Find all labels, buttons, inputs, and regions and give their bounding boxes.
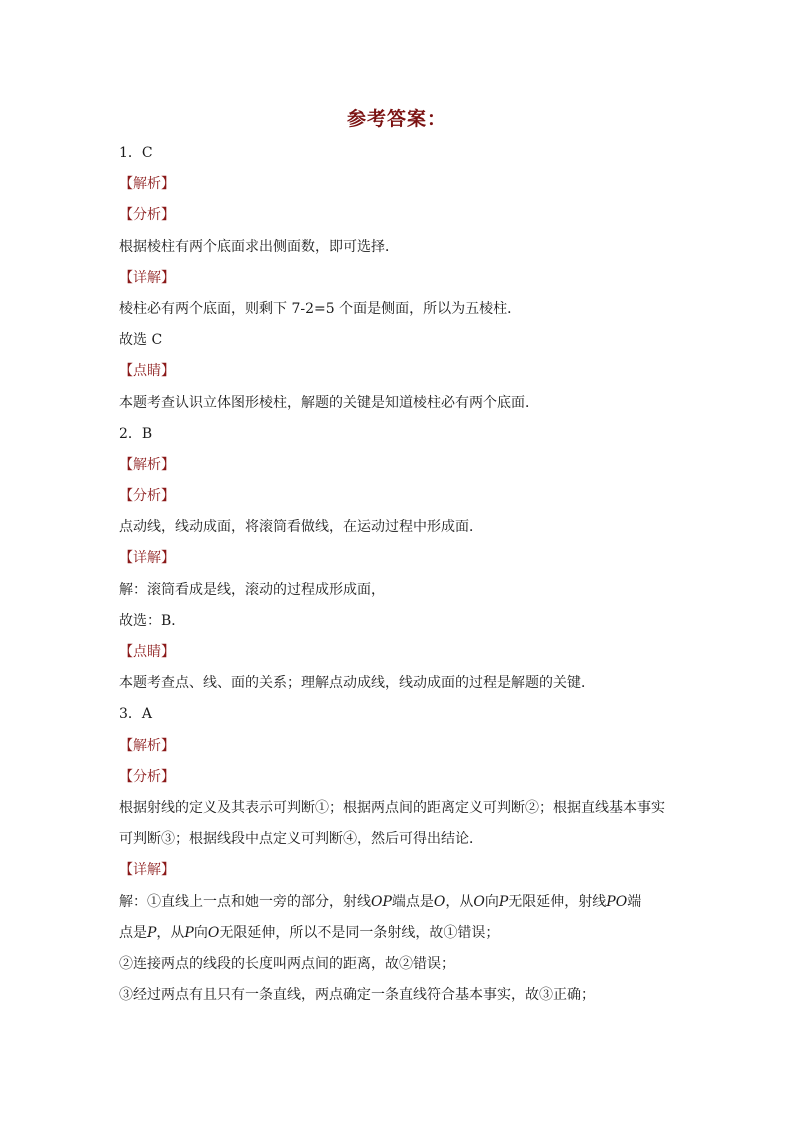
ray-op: OP [371,893,392,910]
q1-heading: 1．C [119,145,153,161]
text: 端点是 [391,893,434,910]
q1-xiangjie-label: 【详解】 [119,269,175,286]
text: 解：①直线上一点和她一旁的部分，射线 [119,893,371,910]
text: 无限延伸，所以不是同一条射线，故①错误； [219,924,500,941]
q2-xiangjie-label: 【详解】 [119,550,175,567]
text: 向 [484,893,499,910]
q2-fenxi-label: 【分析】 [119,488,175,505]
q1-comment: 本题考查认识立体图形棱柱，解题的关键是知道棱柱必有两个底面． [119,394,539,411]
q2-detail: 解：滚筒看成是线，滚动的过程成形成面， [119,581,385,598]
q1-detail: 棱柱必有两个底面，则剩下 7-2=5 个面是侧面，所以为五棱柱． [119,300,522,317]
q2-dianjing-label: 【点睛】 [119,644,175,660]
q1-fenxi-label: 【分析】 [119,207,175,224]
q3-analysis-line-1: 根据射线的定义及其表示可判断①；根据两点间的距离定义可判断②；根据直线基本事实 [119,799,665,816]
q2-comment: 本题考查点、线、面的关系；理解点动成线，线动成面的过程是解题的关键． [119,675,595,692]
point-o: O [207,924,220,941]
q3-detail-line-3: ②连接两点的线段的长度叫两点间的距离，故②错误； [119,955,455,972]
text: 无限延伸，射线 [508,893,607,910]
page-title: 参考答案： [346,108,447,130]
q3-detail-line-4: ③经过两点有且只有一条直线，两点确定一条直线符合基本事实，故③正确； [119,987,595,1004]
q3-xiangjie-label: 【详解】 [119,862,175,879]
point-o: O [433,893,446,910]
text: 向 [193,924,208,941]
q3-detail-line-2 [119,922,694,953]
text: ，从 [156,924,185,941]
point-p: P [184,924,194,941]
ray-po: PO [606,893,628,910]
q2-analysis: 点动线，线动成面，将滚筒看做线，在运动过程中形成面． [119,519,483,536]
point-o: O [473,893,485,910]
q3-fenxi-label: 【分析】 [119,768,175,785]
point-p: P [147,924,157,941]
text: 点是 [119,924,147,941]
q3-detail-line-1 [119,891,694,922]
q3-heading: 3．A [119,706,153,723]
q2-answer: 故选：B． [119,612,186,629]
q2-heading: 2．B [119,425,153,442]
text: 端 [627,893,642,910]
q3-jiexi-label: 【解析】 [119,737,175,754]
q1-answer: 故选 C [119,332,163,349]
answer-content [119,142,694,1015]
point-p: P [498,893,509,910]
text: ，从 [445,893,474,910]
q1-analysis: 根据棱柱有两个底面求出侧面数，即可选择． [119,238,399,255]
q1-dianjing-label: 【点睛】 [119,363,175,380]
q1-jiexi-label: 【解析】 [119,176,175,193]
q3-analysis-line-2: 可判断③；根据线段中点定义可判断④，然后可得出结论． [119,831,483,848]
q2-jiexi-label: 【解析】 [119,456,175,473]
